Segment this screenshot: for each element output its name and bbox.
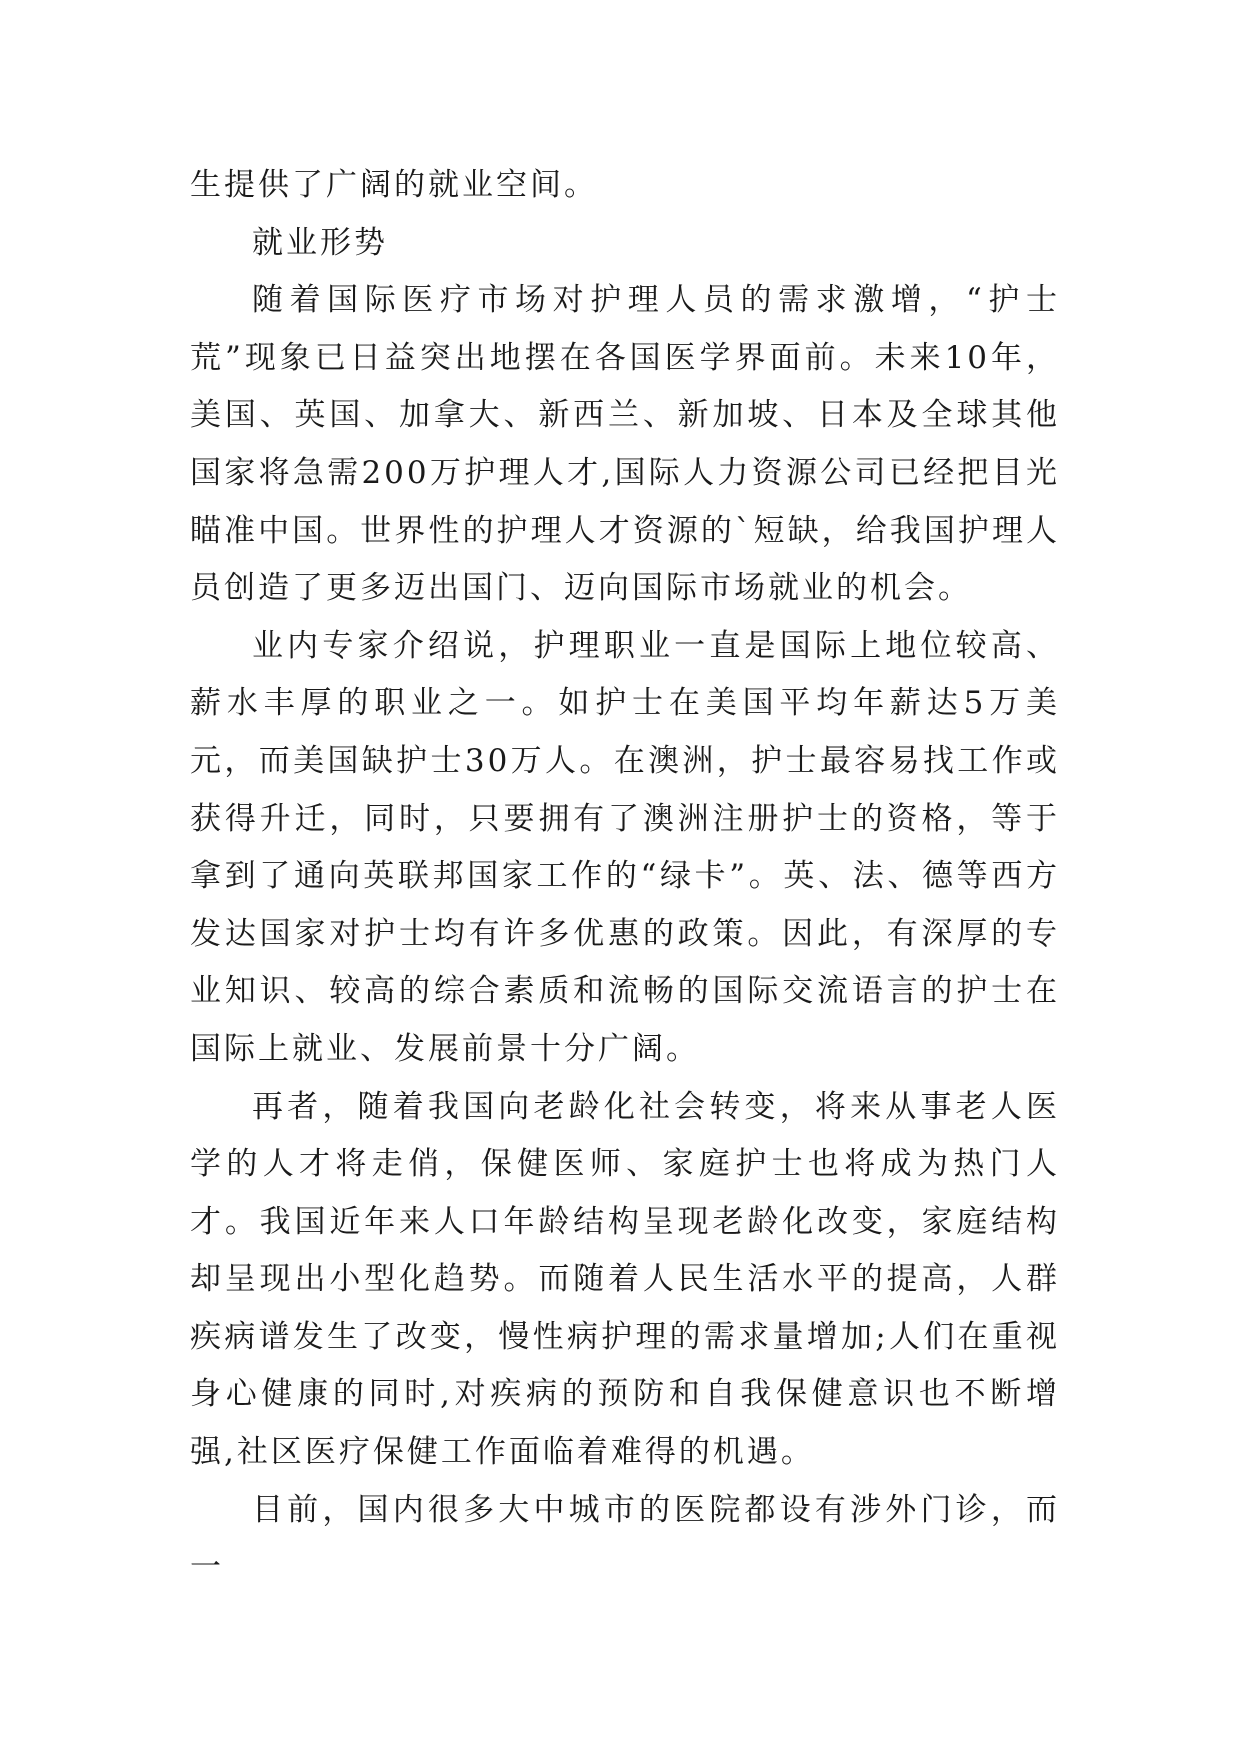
- section-heading: 就业形势: [252, 224, 388, 261]
- paragraph: 业内专家介绍说，护理职业一直是国际上地位较高、薪水丰厚的职业之一。如护士在美国平均年薪达5万美元，而美国缺护士30万人。在澳洲，护士最容易找工作或获得升迁，同时，只要拥有了澳洲注册护士的资格，等于拿到了通向英联邦国家工作的“绿卡”。英、法、德等西方发达国家对护士均有许多优惠的政策。因此，有深厚的专业知识、较高的综合素质和流畅的国际交流语言的护士在国际上就业、发展前景十分广阔。: [190, 627, 1060, 1067]
- paragraph: 随着国际医疗市场对护理人员的需求激增，“护士荒”现象已日益突出地摆在各国医学界面前。未来10年，美国、英国、加拿大、新西兰、新加坡、日本及全球其他国家将急需200万护理人才,国际人力资源公司已经把目光瞄准中国。世界性的护理人才资源的`短缺，给我国护理人员创造了更多迈出国门、迈向国际市场就业的机会。: [190, 282, 1060, 607]
- paragraph: 再者，随着我国向老龄化社会转变，将来从事老人医学的人才将走俏，保健医师、家庭护士也将成为热门人才。我国近年来人口年龄结构呈现老龄化改变，家庭结构却呈现出小型化趋势。而随着人民生活水平的提高，人群疾病谱发生了改变，慢性病护理的需求量增加;人们在重视身心健康的同时,对疾病的预防和自我保健意识也不断增强,社区医疗保健工作面临着难得的机遇。: [190, 1088, 1060, 1471]
- document-body: [190, 157, 1060, 1597]
- paragraph-continuation: 生提供了广阔的就业空间。: [190, 167, 598, 203]
- paragraph: 目前，国内很多大中城市的医院都设有涉外门诊，而一: [190, 1491, 1060, 1586]
